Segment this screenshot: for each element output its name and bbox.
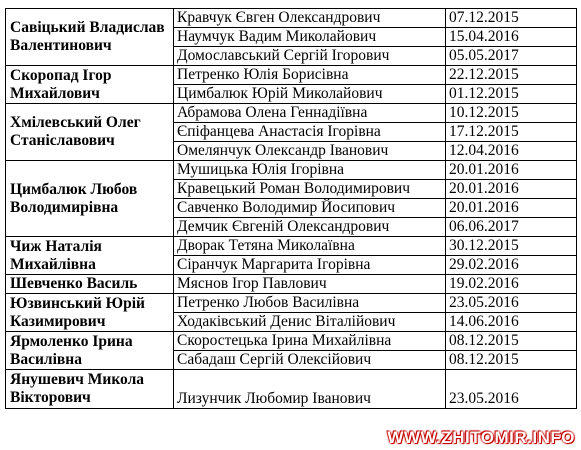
deputy-name-cell: Янушевич Микола Вікторович — [6, 370, 174, 409]
table-row — [6, 9, 577, 28]
assistant-name-cell: Петренко Любов Василівна — [174, 294, 446, 313]
deputy-name-cell: Шевченко Василь — [6, 275, 174, 294]
date-cell: 01.12.2015 — [446, 85, 577, 104]
site-watermark: WWW.ZHITOMIR.INFO — [387, 428, 575, 447]
table-row — [6, 294, 577, 313]
assistant-name-cell: Кравецький Роман Володимирович — [174, 180, 446, 199]
assistant-name-cell: Цимбалюк Юрій Миколайович — [174, 85, 446, 104]
assistant-name-cell: Скоростецька Ірина Михайлівна — [174, 332, 446, 351]
date-cell: 06.06.2017 — [446, 218, 577, 237]
table-row — [6, 332, 577, 351]
date-cell: 05.05.2017 — [446, 47, 577, 66]
date-cell: 14.06.2016 — [446, 313, 577, 332]
deputy-name-cell: Савіцький Владислав Валентинович — [6, 9, 174, 66]
table-row — [6, 370, 577, 409]
date-cell: 17.12.2015 — [446, 123, 577, 142]
assistant-name-cell: Сіранчук Маргарита Ігорівна — [174, 256, 446, 275]
table-row — [6, 161, 577, 180]
assistant-name-cell: Абрамова Олена Геннадіївна — [174, 104, 446, 123]
assistant-name-cell: Наумчук Вадим Миколайович — [174, 28, 446, 47]
table-row — [6, 104, 577, 123]
date-cell: 22.12.2015 — [446, 66, 577, 85]
assistants-table — [5, 8, 577, 409]
deputy-name-cell: Юзвинський Юрій Казимирович — [6, 294, 174, 332]
date-cell: 12.04.2016 — [446, 142, 577, 161]
deputy-name-cell: Чиж Наталія Михайлівна — [6, 237, 174, 275]
date-cell: 15.04.2016 — [446, 28, 577, 47]
deputy-name-cell: Ярмоленко Ірина Василівна — [6, 332, 174, 370]
assistant-name-cell: Демчик Євгеній Олександрович — [174, 218, 446, 237]
date-cell: 20.01.2016 — [446, 180, 577, 199]
assistant-name-cell: Дворак Тетяна Миколаївна — [174, 237, 446, 256]
assistant-name-cell: Петренко Юлія Борисівна — [174, 66, 446, 85]
assistant-name-cell: Ходаківський Денис Віталійович — [174, 313, 446, 332]
assistant-name-cell: Домославський Сергій Ігорович — [174, 47, 446, 66]
date-cell: 10.12.2015 — [446, 104, 577, 123]
date-cell: 20.01.2016 — [446, 161, 577, 180]
assistant-name-cell: Мяснов Ігор Павлович — [174, 275, 446, 294]
date-cell: 30.12.2015 — [446, 237, 577, 256]
assistant-name-cell: Кравчук Євген Олександрович — [174, 9, 446, 28]
date-cell: 07.12.2015 — [446, 9, 577, 28]
deputy-name-cell: Цимбалюк Любов Володимирівна — [6, 161, 174, 237]
deputy-name-cell: Скоропад Ігор Михайлович — [6, 66, 174, 104]
table-row — [6, 66, 577, 85]
document-sheet — [5, 8, 577, 409]
date-cell: 19.02.2016 — [446, 275, 577, 294]
date-cell: 23.05.2016 — [446, 294, 577, 313]
table-row — [6, 237, 577, 256]
table-row — [6, 275, 577, 294]
date-cell: 29.02.2016 — [446, 256, 577, 275]
assistant-name-cell: Савченко Володимир Йосипович — [174, 199, 446, 218]
assistant-name-cell: Сабадаш Сергій Олексійович — [174, 351, 446, 370]
assistant-name-cell: Омелянчук Олександр Іванович — [174, 142, 446, 161]
date-cell: 20.01.2016 — [446, 199, 577, 218]
assistant-name-cell: Лизунчик Любомир Іванович — [174, 370, 446, 409]
date-cell: 08.12.2015 — [446, 332, 577, 351]
date-cell: 08.12.2015 — [446, 351, 577, 370]
date-cell: 23.05.2016 — [446, 370, 577, 409]
assistant-name-cell: Мушицька Юлія Ігорівна — [174, 161, 446, 180]
assistant-name-cell: Єпіфанцева Анастасія Ігорівна — [174, 123, 446, 142]
deputy-name-cell: Хмілевський Олег Станіславович — [6, 104, 174, 161]
assistants-table-body — [6, 9, 577, 409]
